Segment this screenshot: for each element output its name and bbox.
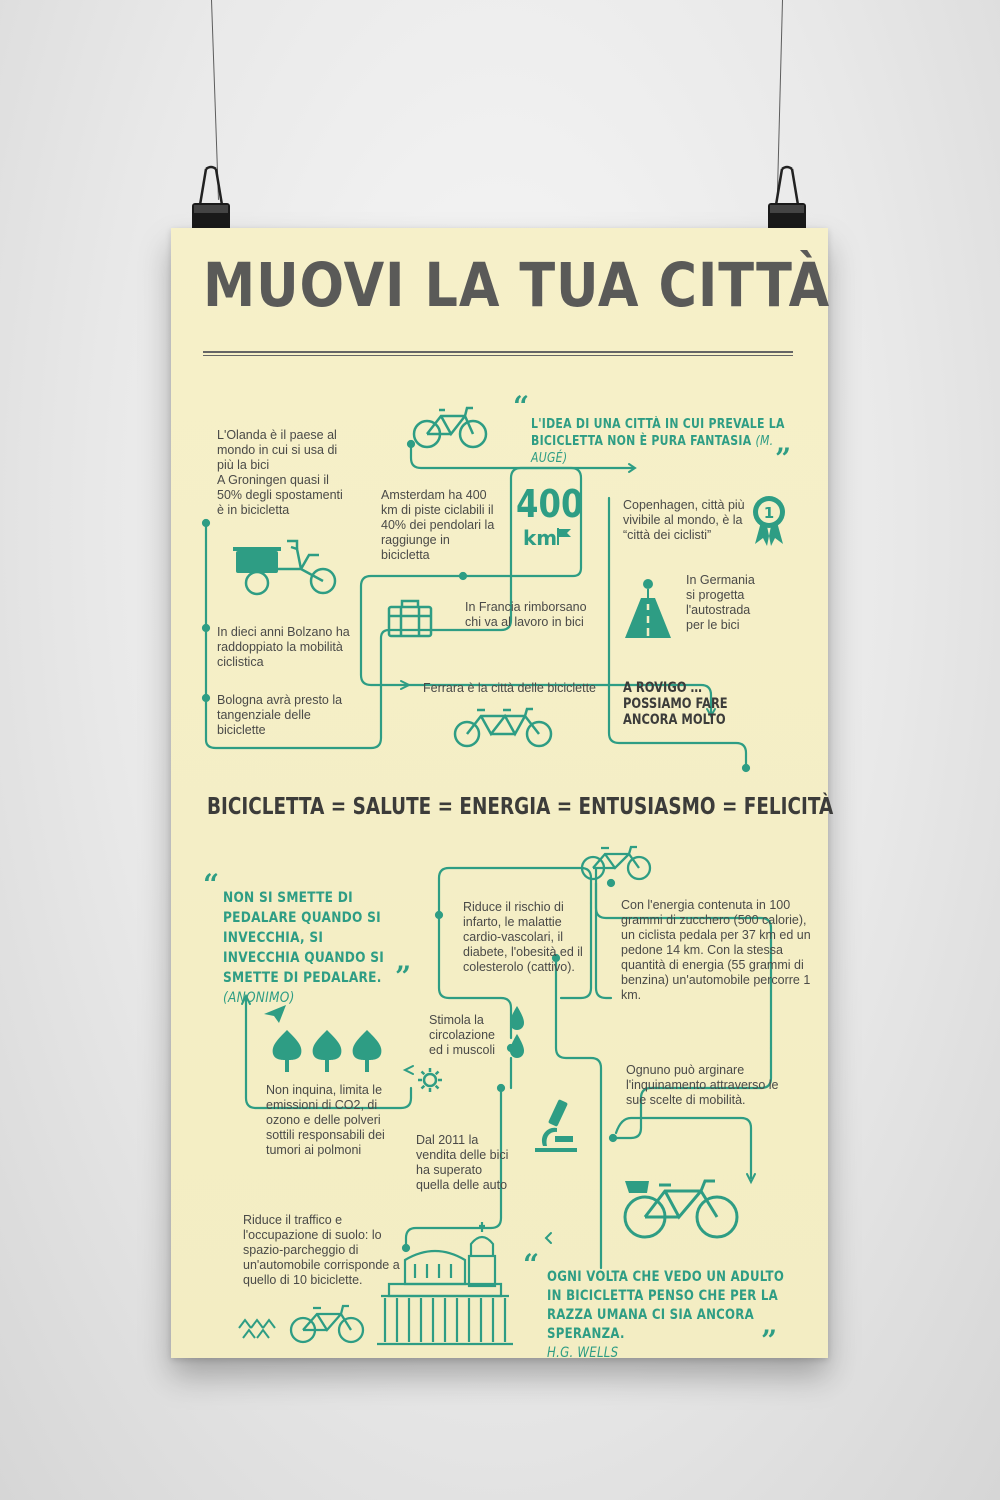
fact-amsterdam: Amsterdam ha 400 km di piste ciclabili il 40% dei pendolari la raggiunge in bicicletta (381, 488, 495, 562)
quote-auge-text: L'IDEA DI UNA CITTÀ IN CUI PREVALE LA BICICLETTA NON È PURA FANTASIA (531, 417, 785, 449)
fact-traffico: Riduce il traffico e l'occupazione di suolo: lo spazio-parcheggio di un'automobile corrisponde a quello di 10 biciclette. (243, 1213, 400, 1287)
paper-plane-icon (263, 1004, 287, 1024)
fact-energia: Con l'energia contenuta in 100 grammi di zucchero (500 calorie), un ciclista pedala per 37 km ed un pedone 14 km. Con la stessa quantità di energia (55 grammi di benzina) un'automobile percorre 1 km. (621, 898, 811, 1002)
fact-inquina: Non inquina, limita le emissioni di CO2, di ozono e delle polveri sottili responsabili dei tumori ai polmoni (266, 1083, 385, 1157)
fact-francia: In Francia rimborsano chi va al lavoro in bici (465, 600, 587, 629)
fact-olanda: L'Olanda è il paese al mondo in cui si usa di più la bici (217, 428, 338, 472)
fact-infarto: Riduce il rischio di infarto, le malattie cardio-vascolari, il diabete, l'obesità ed il colesterolo (cattivo). (463, 900, 583, 974)
trees-icon (269, 1028, 385, 1074)
infographic-poster (171, 228, 834, 1361)
stat-400: 400 (516, 482, 584, 526)
quote-anonimo (223, 888, 387, 1008)
church-building-icon (375, 1220, 515, 1348)
highway-icon (623, 578, 673, 640)
bicycle-icon-bottom (289, 1300, 365, 1344)
blood-drop-icon (507, 1004, 527, 1060)
microscope-icon (533, 1098, 579, 1156)
fact-circolazione: Stimola la circolazione ed i muscoli (429, 1013, 496, 1057)
quote-auge-author: (M. AUGÉ) (531, 434, 774, 466)
quote-anonimo-open-mark: “ (203, 868, 220, 901)
mountains-icon (237, 1316, 287, 1340)
tandem-bicycle-icon (453, 704, 553, 749)
quote-anonimo-close-mark: ” (395, 960, 412, 993)
rovigo-callout: A ROVIGO … POSSIAMO FARE ANCORA MOLTO (623, 680, 728, 728)
fact-ferrara: Ferrara è la città delle biciclette (423, 681, 596, 695)
health-equation: BICICLETTA = SALUTE = ENERGIA = ENTUSIASMO = FELICITÀ (207, 794, 834, 820)
award-ribbon-icon (751, 494, 787, 546)
fact-bologna: Bologna avrà presto la tangenziale delle biciclette (217, 693, 343, 737)
cargo-bike-icon (231, 533, 341, 598)
fact-bolzano: In dieci anni Bolzano ha raddoppiato la mobilità ciclistica (217, 625, 350, 669)
stat-km: km (523, 526, 558, 550)
fact-copenhagen: Copenhagen, città più vivibile al mondo, è la “città dei ciclisti” (623, 498, 745, 542)
quote-wells-author: H.G. WELLS (547, 1345, 619, 1361)
fact-groningen: A Groningen quasi il 50% degli spostamenti è in bicicletta (217, 473, 343, 517)
fact-germania: In Germania si progetta l'autostrada per le bici (686, 573, 755, 632)
quote-anonimo-author: (ANONIMO) (223, 990, 295, 1006)
bicycle-icon-small (579, 842, 653, 882)
poster-title: MUOVI LA TUA CITTÀ (203, 250, 831, 321)
quote-anonimo-text: NON SI SMETTE DI PEDALARE QUANDO SI INVECCHIA, SI INVECCHIA QUANDO SI SMETTE DI PEDALARE. (223, 890, 385, 986)
quote-wells-open-mark: “ (523, 1248, 540, 1281)
gear-icon (416, 1066, 444, 1094)
award-number: 1 (763, 504, 775, 522)
quote-wells-close-mark: ” (761, 1324, 778, 1357)
quote-close-mark: ” (775, 442, 792, 475)
quote-open-mark: “ (513, 390, 530, 423)
quote-wells-text: OGNI VOLTA CHE VEDO UN ADULTO IN BICICLETTA PENSO CHE PER LA RAZZA UMANA CI SIA ANCORA SPERANZA. (547, 1269, 785, 1342)
flag-icon (555, 526, 575, 546)
briefcase-icon (387, 598, 433, 638)
fact-arginare: Ognuno può arginare l'inquinamento attraverso le sue scelte di mobilità. (626, 1063, 779, 1107)
quote-auge (531, 416, 800, 467)
fact-vendita: Dal 2011 la vendita delle bici ha superato quella delle auto (416, 1133, 509, 1192)
bicycle-icon (411, 402, 491, 450)
city-bicycle-icon (621, 1173, 741, 1241)
